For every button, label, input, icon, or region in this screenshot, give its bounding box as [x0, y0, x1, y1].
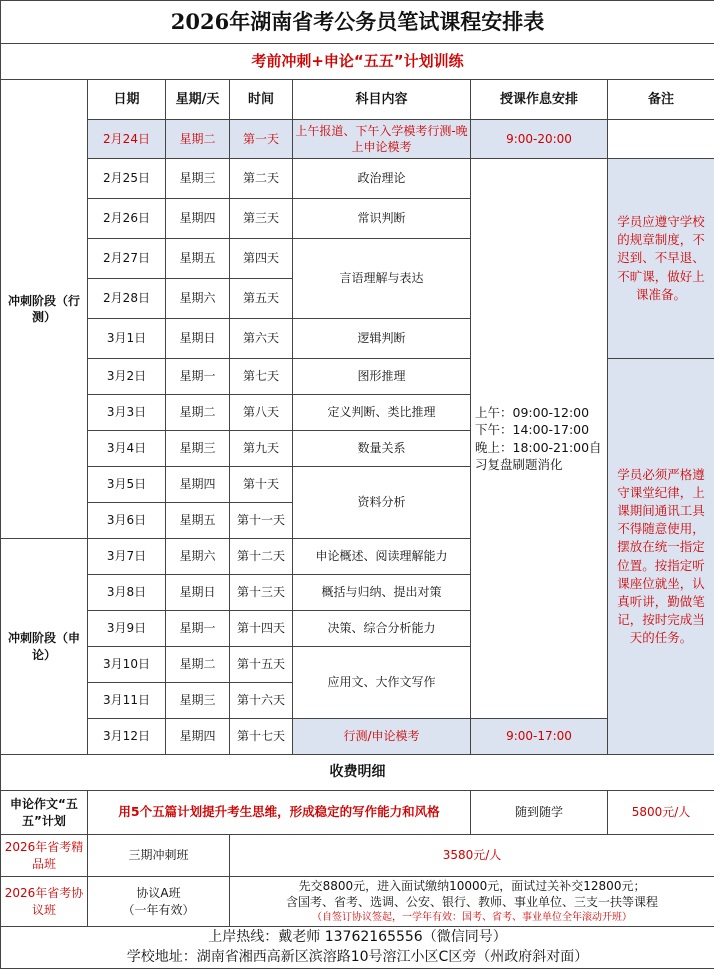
subject-cell: 定义判断、类比推理: [293, 395, 471, 431]
stage-label-xingce: 冲刺阶段（行测）: [1, 80, 88, 539]
date-cell: 2月28日: [88, 279, 166, 319]
weekday-cell: 星期日: [166, 319, 230, 359]
fee-class1-name: 2026年省考精品班: [1, 835, 88, 877]
subject-cell: 概括与归纳、提出对策: [293, 575, 471, 611]
weekday-cell: 星期四: [166, 199, 230, 239]
time-cell: 第二天: [230, 159, 293, 199]
weekday-cell: 星期五: [166, 503, 230, 539]
header-time: 时间: [230, 80, 293, 120]
time-cell: 第十四天: [230, 611, 293, 647]
date-cell: 3月2日: [88, 359, 166, 395]
fee-class2-name: 2026年省考协议班: [1, 877, 88, 927]
fee-plan-mode: 随到随学: [471, 791, 608, 835]
date-cell: 3月1日: [88, 319, 166, 359]
fee-class2-details: [230, 877, 714, 927]
date-cell: 3月6日: [88, 503, 166, 539]
subject-cell: 政治理论: [293, 159, 471, 199]
schedule-main-cell: [471, 159, 608, 719]
weekday-cell: 星期二: [166, 120, 230, 159]
fees-heading: 收费明细: [1, 755, 714, 791]
time-cell: 第十天: [230, 467, 293, 503]
weekday-cell: 星期三: [166, 683, 230, 719]
page-title: 2026年湖南省考公务员笔试课程安排表: [1, 1, 714, 44]
date-cell: 3月9日: [88, 611, 166, 647]
date-cell: 3月11日: [88, 683, 166, 719]
weekday-cell: 星期五: [166, 239, 230, 279]
fee-plan-price: 5800元/人: [608, 791, 714, 835]
header-schedule: 授课作息安排: [471, 80, 608, 120]
subject-cell: 决策、综合分析能力: [293, 611, 471, 647]
weekday-cell: 星期一: [166, 611, 230, 647]
fee-class2-detail-line3: （自签订协议签起，一学年有效：国考、省考、事业单位全年滚动开班）: [312, 911, 632, 923]
weekday-cell: 星期六: [166, 279, 230, 319]
header-date: 日期: [88, 80, 166, 120]
time-cell: 第七天: [230, 359, 293, 395]
time-cell: 第一天: [230, 120, 293, 159]
fee-class1-price: 3580元/人: [230, 835, 714, 877]
time-cell: 第五天: [230, 279, 293, 319]
schedule-evening: 晚上：18:00-21:00自习复盘刷题消化: [475, 439, 602, 472]
date-cell: 3月8日: [88, 575, 166, 611]
date-cell: 2月24日: [88, 120, 166, 159]
weekday-cell: 星期三: [166, 431, 230, 467]
subject-cell: 上午报道、下午入学模考行测-晚上申论模考: [293, 120, 471, 159]
remark-cell-empty: [608, 120, 714, 159]
header-weekday: 星期/天: [166, 80, 230, 120]
time-cell: 第九天: [230, 431, 293, 467]
remark-note-2: 学员必须严格遵守课堂纪律，上课期间通讯工具不得随意使用，摆放在统一指定位置。按指定听课座位就坐，认真听讲，勤做笔记，按时完成当天的任务。: [608, 359, 714, 755]
time-cell: 第六天: [230, 319, 293, 359]
time-cell: 第十二天: [230, 539, 293, 575]
weekday-cell: 星期二: [166, 647, 230, 683]
weekday-cell: 星期二: [166, 395, 230, 431]
date-cell: 2月25日: [88, 159, 166, 199]
weekday-cell: 星期四: [166, 719, 230, 755]
subject-cell: 行测/申论模考: [293, 719, 471, 755]
subject-cell: 申论概述、阅读理解能力: [293, 539, 471, 575]
date-cell: 3月12日: [88, 719, 166, 755]
weekday-cell: 星期日: [166, 575, 230, 611]
fee-class2-desc-line2: （一年有效）: [122, 902, 195, 917]
fee-plan-desc: 用5个五篇计划提升考生思维，形成稳定的写作能力和风格: [88, 791, 471, 835]
schedule-cell: 9:00-17:00: [471, 719, 608, 755]
subject-cell: 言语理解与表达: [293, 239, 471, 319]
weekday-cell: 星期一: [166, 359, 230, 395]
time-cell: 第十七天: [230, 719, 293, 755]
date-cell: 3月5日: [88, 467, 166, 503]
time-cell: 第十三天: [230, 575, 293, 611]
time-cell: 第四天: [230, 239, 293, 279]
footer-address: 学校地址：湖南省湘西高新区滨溶路10号溶江小区C区旁（州政府斜对面）: [126, 948, 589, 965]
fee-class2-desc: [88, 877, 230, 927]
fee-class2-detail-line2: 含国考、省考、选调、公安、银行、教师、事业单位、三支一扶等课程: [286, 895, 659, 909]
stage-label-shenlun: 冲刺阶段（申论）: [1, 539, 88, 755]
subject-cell: 图形推理: [293, 359, 471, 395]
date-cell: 3月3日: [88, 395, 166, 431]
subject-cell: 应用文、大作文写作: [293, 647, 471, 719]
date-cell: 3月10日: [88, 647, 166, 683]
time-cell: 第十六天: [230, 683, 293, 719]
footer-hotline: 上岸热线：戴老师 13762165556（微信同号）: [208, 928, 507, 945]
schedule-morning: 上午：09:00-12:00: [475, 404, 590, 420]
page-subtitle: 考前冲刺+申论“五五”计划训练: [1, 44, 714, 80]
weekday-cell: 星期三: [166, 159, 230, 199]
remark-note-1: 学员应遵守学校的规章制度，不迟到、不早退、不旷课，做好上课准备。: [608, 159, 714, 359]
footer: [1, 927, 714, 969]
time-cell: 第三天: [230, 199, 293, 239]
weekday-cell: 星期四: [166, 467, 230, 503]
subject-cell: 数量关系: [293, 431, 471, 467]
subject-cell: 常识判断: [293, 199, 471, 239]
header-subject: 科目内容: [293, 80, 471, 120]
date-cell: 3月4日: [88, 431, 166, 467]
fee-plan-name: 申论作文“五五”计划: [1, 791, 88, 835]
time-cell: 第十五天: [230, 647, 293, 683]
date-cell: 2月26日: [88, 199, 166, 239]
header-remark: 备注: [608, 80, 714, 120]
schedule-afternoon: 下午：14:00-17:00: [475, 422, 590, 437]
time-cell: 第十一天: [230, 503, 293, 539]
time-cell: 第八天: [230, 395, 293, 431]
schedule-cell: 9:00-20:00: [471, 120, 608, 159]
fee-class2-desc-line1: 协议A班: [136, 886, 181, 901]
subject-cell: 逻辑判断: [293, 319, 471, 359]
fee-class1-desc: 三期冲刺班: [88, 835, 230, 877]
fee-class2-detail-line1: 先交8800元，进入面试缴纳10000元，面试过关补交12800元；: [298, 879, 646, 894]
date-cell: 3月7日: [88, 539, 166, 575]
weekday-cell: 星期六: [166, 539, 230, 575]
date-cell: 2月27日: [88, 239, 166, 279]
subject-cell: 资料分析: [293, 467, 471, 539]
